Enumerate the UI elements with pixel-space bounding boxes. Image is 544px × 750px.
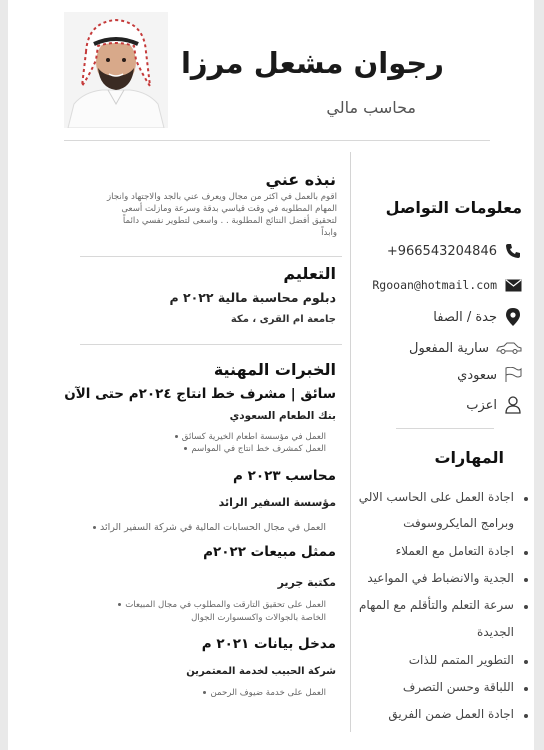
job2-company: مؤسسة السفير الرائد bbox=[218, 496, 336, 509]
skill-bullet bbox=[524, 578, 528, 582]
skill-item-3: الجدية والانضباط في المواعيد bbox=[367, 571, 514, 585]
resume-page bbox=[8, 0, 534, 750]
job3-title: ممثل مبيعات ٢٠٢٢م bbox=[203, 544, 336, 560]
contact-phone bbox=[387, 240, 522, 262]
job-title: محاسب مالي bbox=[326, 98, 416, 117]
skill-item-2: اجادة التعامل مع العملاء bbox=[395, 544, 514, 558]
job1-bullet-2: العمل كمشرف خط انتاج في المواسم bbox=[184, 444, 326, 454]
about-line-2: المهام المطلوبه في وقت قياسي بدقة وسرعة ومازلت أسعى bbox=[121, 204, 337, 214]
contact-location bbox=[433, 306, 522, 328]
skill-item-5: التطوير المتمم للذات bbox=[408, 653, 514, 667]
email-address: Rgooan@hotmail.com bbox=[372, 278, 497, 292]
job3-bullet-1-cont: الخاصة بالجوالات واكسسوارت الجوال bbox=[191, 613, 326, 623]
job1-bullet-1: العمل في مؤسسة اطعام الخيرية كسائق bbox=[175, 432, 326, 442]
header-divider bbox=[64, 140, 490, 141]
skill-item-6: اللباقة وحسن التصرف bbox=[402, 680, 514, 694]
contact-divider bbox=[396, 428, 494, 429]
job3-bullet-1: العمل على تحقيق التارقت والمطلوب في مجال المبيعات bbox=[118, 600, 326, 610]
about-line-1: اقوم بالعمل في اكثر من مجال ويعرف عني بالجد والاجتهاد وانجاز bbox=[107, 192, 337, 202]
job4-title: مدخل بيانات ٢٠٢١ م bbox=[201, 636, 336, 652]
job4-company: شركة الحبيب لخدمة المعتمرين bbox=[186, 666, 336, 677]
about-line-4: وابداً bbox=[321, 228, 337, 238]
skill-item-4-cont: الجديدة bbox=[477, 625, 514, 639]
contact-heading: معلومات التواصل bbox=[385, 198, 522, 217]
skills-heading: المهارات bbox=[434, 448, 504, 467]
contact-email bbox=[372, 274, 522, 296]
nationality-text: سعودي bbox=[457, 367, 497, 383]
skill-bullet bbox=[524, 714, 528, 718]
education-school: جامعة ام القرى ، مكة bbox=[230, 314, 336, 325]
job2-bullet-1: العمل في مجال الحسابات المالية في شركة السفير الرائد bbox=[93, 522, 326, 533]
experience-heading: الخبرات المهنية bbox=[213, 360, 336, 379]
license-text: سارية المفعول bbox=[409, 340, 489, 356]
person-icon bbox=[504, 396, 522, 414]
phone-number: +966543204846 bbox=[386, 243, 497, 259]
phone-icon bbox=[504, 242, 522, 260]
education-heading: التعليم bbox=[283, 264, 336, 283]
job1-title: سائق | مشرف خط انتاج ٢٠٢٤م حتى الآن bbox=[64, 386, 336, 402]
skill-bullet bbox=[524, 497, 528, 501]
skill-bullet bbox=[524, 687, 528, 691]
skill-item-7: اجادة العمل ضمن الفريق bbox=[388, 707, 514, 721]
mail-icon bbox=[504, 276, 522, 294]
column-divider bbox=[350, 152, 351, 732]
education-degree: دبلوم محاسبة مالية ٢٠٢٢ م bbox=[169, 290, 336, 305]
contact-nationality bbox=[457, 364, 522, 386]
marital-text: اعزب bbox=[466, 397, 497, 413]
skill-item-1-cont: وبرامج المايكروسوفت bbox=[403, 516, 514, 530]
contact-marital bbox=[466, 394, 522, 416]
skill-bullet bbox=[524, 660, 528, 664]
profile-photo bbox=[64, 12, 168, 128]
skill-bullet bbox=[524, 551, 528, 555]
about-line-3: لتحقيق أفضل النتائج المطلوبة . . واسعى لتطوير نفسي دائماً bbox=[122, 216, 337, 226]
about-heading: نبذه عني bbox=[265, 170, 336, 189]
flag-icon bbox=[504, 366, 522, 384]
location-icon bbox=[504, 308, 522, 326]
skill-item-4: سرعة التعلم والتأقلم مع المهام bbox=[358, 598, 514, 612]
car-icon bbox=[496, 339, 522, 357]
job4-bullet-1: العمل على خدمة ضيوف الرحمن bbox=[203, 688, 326, 698]
education-divider bbox=[80, 344, 342, 345]
contact-license bbox=[409, 337, 522, 359]
location-text: جدة / الصفا bbox=[433, 309, 497, 325]
skill-bullet bbox=[524, 605, 528, 609]
job2-title: محاسب ٢٠٢٣ م bbox=[232, 468, 336, 484]
full-name: رجوان مشعل مرزا bbox=[180, 46, 444, 80]
job1-company: بنك الطعام السعودي bbox=[229, 410, 336, 422]
about-divider bbox=[80, 256, 342, 257]
job3-company: مكتبة جرير bbox=[277, 576, 336, 589]
skill-item-1: اجادة العمل على الحاسب الالي bbox=[358, 490, 514, 504]
